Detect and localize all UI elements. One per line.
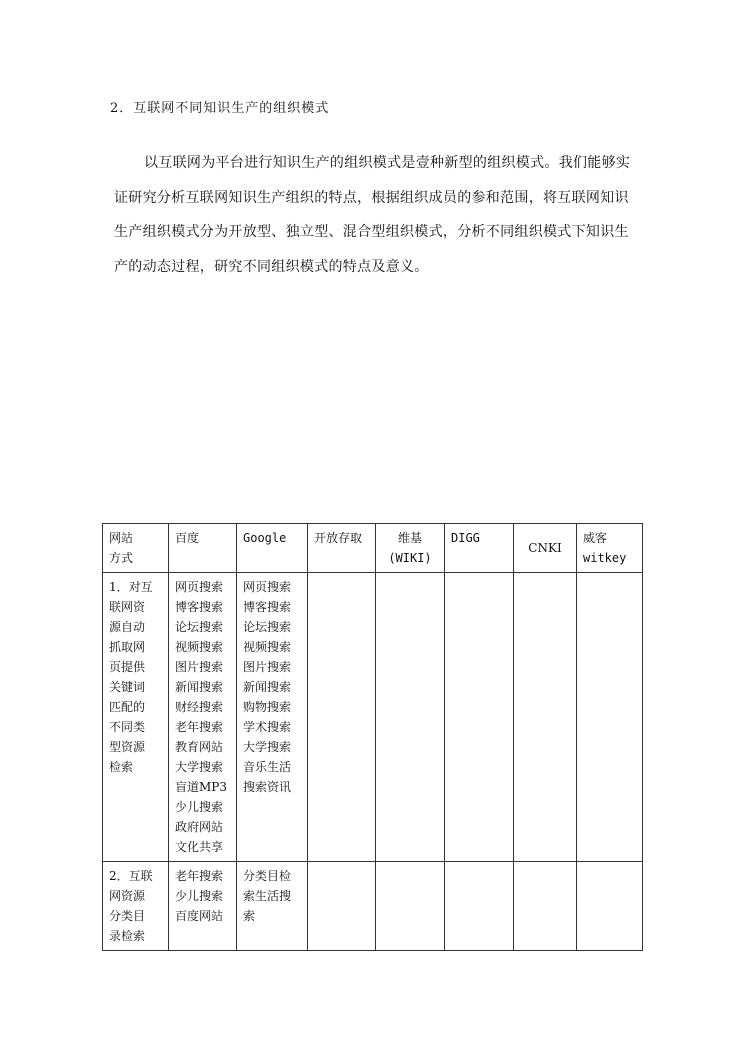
cell-line: 索生活搜 bbox=[243, 889, 292, 903]
cell-line: 图片搜索 bbox=[243, 660, 292, 674]
row2-witkey bbox=[577, 862, 643, 951]
row2-digg bbox=[445, 862, 514, 951]
header-witkey-line1: 威客 bbox=[583, 531, 608, 545]
cell-line: 源自动 bbox=[109, 620, 146, 634]
header-wiki-line1: 维基 bbox=[397, 531, 422, 545]
cell-line: 大学搜索 bbox=[175, 760, 224, 774]
cell-line: 视频搜索 bbox=[243, 640, 292, 654]
cell-line: 少儿搜索 bbox=[175, 800, 224, 814]
table-row bbox=[103, 573, 643, 862]
cell-line: 大学搜索 bbox=[243, 740, 292, 754]
cell-line: 联网资 bbox=[109, 600, 146, 614]
cell-line: 关键词 bbox=[109, 680, 146, 694]
header-wiki bbox=[376, 524, 445, 573]
cell-line: 搜索资讯 bbox=[243, 780, 292, 794]
header-google: Google bbox=[237, 524, 308, 573]
cell-line: 网页搜索 bbox=[243, 580, 292, 594]
search-methods-table bbox=[102, 523, 643, 951]
row1-wiki bbox=[376, 573, 445, 862]
cell-line: 教育网站 bbox=[175, 740, 224, 754]
row1-witkey bbox=[577, 573, 643, 862]
cell-line: 分类目 bbox=[109, 909, 146, 923]
cell-line: 网页搜索 bbox=[175, 580, 224, 594]
header-cnki: CNKI bbox=[514, 524, 577, 573]
row2-baidu bbox=[169, 862, 237, 951]
cell-line: 财经搜索 bbox=[175, 700, 224, 714]
row2-wiki bbox=[376, 862, 445, 951]
cell-line: 老年搜索 bbox=[175, 720, 224, 734]
cell-line: 文化共享 bbox=[175, 840, 224, 854]
cell-line: 新闻搜索 bbox=[243, 680, 292, 694]
cell-line: 论坛搜索 bbox=[243, 620, 292, 634]
row2-cnki bbox=[514, 862, 577, 951]
header-baidu: 百度 bbox=[169, 524, 237, 573]
cell-line: 检索 bbox=[109, 760, 134, 774]
cell-line: 匹配的 bbox=[109, 700, 146, 714]
cell-line: 页提供 bbox=[109, 660, 146, 674]
row1-google bbox=[237, 573, 308, 862]
cell-line: 博客搜索 bbox=[243, 600, 292, 614]
section-paragraph bbox=[114, 146, 634, 284]
row2-method bbox=[103, 862, 169, 951]
row1-method bbox=[103, 573, 169, 862]
row1-cnki bbox=[514, 573, 577, 862]
table-row bbox=[103, 862, 643, 951]
row2-google bbox=[237, 862, 308, 951]
header-method-line2: 方式 bbox=[109, 551, 134, 565]
cell-line: 音乐生活 bbox=[243, 760, 292, 774]
cell-line: 新闻搜索 bbox=[175, 680, 224, 694]
cell-line: 学术搜索 bbox=[243, 720, 292, 734]
table-header-row bbox=[103, 524, 643, 573]
paragraph-text: 以互联网为平台进行知识生产的组织模式是壹种新型的组织模式。我们能够实证研究分析互联网知识生产组织的特点，根据组织成员的参和范围，将互联网知识生产组织模式分为开放型、独立型、混合型组织模式，分析不同组织模式下知识生产的动态过程，研究不同组织模式的特点及意义。 bbox=[114, 155, 631, 275]
cell-line: 政府网站 bbox=[175, 820, 224, 834]
header-digg: DIGG bbox=[445, 524, 514, 573]
cell-line: 图片搜索 bbox=[175, 660, 224, 674]
header-method-line1: 网站 bbox=[109, 531, 134, 545]
cell-line: 1．对互 bbox=[109, 580, 153, 594]
cell-line: 2．互联 bbox=[109, 869, 153, 883]
row1-open-access bbox=[308, 573, 376, 862]
header-witkey-line2: witkey bbox=[583, 551, 627, 565]
cell-line: 少儿搜索 bbox=[175, 889, 224, 903]
header-wiki-line2: (WIKI) bbox=[388, 551, 432, 565]
cell-line: 录检索 bbox=[109, 929, 146, 943]
row1-digg bbox=[445, 573, 514, 862]
cell-line: 抓取网 bbox=[109, 640, 146, 654]
header-method bbox=[103, 524, 169, 573]
cell-line: 视频搜索 bbox=[175, 640, 224, 654]
header-open-access: 开放存取 bbox=[308, 524, 376, 573]
cell-line: 百度网站 bbox=[175, 909, 224, 923]
cell-line: 老年搜索 bbox=[175, 869, 224, 883]
cell-line: 购物搜索 bbox=[243, 700, 292, 714]
cell-line: 不同类 bbox=[109, 720, 146, 734]
header-witkey bbox=[577, 524, 643, 573]
cell-line: 网资源 bbox=[109, 889, 146, 903]
row1-baidu bbox=[169, 573, 237, 862]
section-heading: 2．互联网不同知识生产的组织模式 bbox=[110, 101, 330, 116]
cell-line: 盲道MP3 bbox=[175, 780, 227, 794]
cell-line: 索 bbox=[243, 909, 256, 923]
cell-line: 分类目检 bbox=[243, 869, 292, 883]
cell-line: 论坛搜索 bbox=[175, 620, 224, 634]
cell-line: 博客搜索 bbox=[175, 600, 224, 614]
row2-open-access bbox=[308, 862, 376, 951]
cell-line: 型资源 bbox=[109, 740, 146, 754]
